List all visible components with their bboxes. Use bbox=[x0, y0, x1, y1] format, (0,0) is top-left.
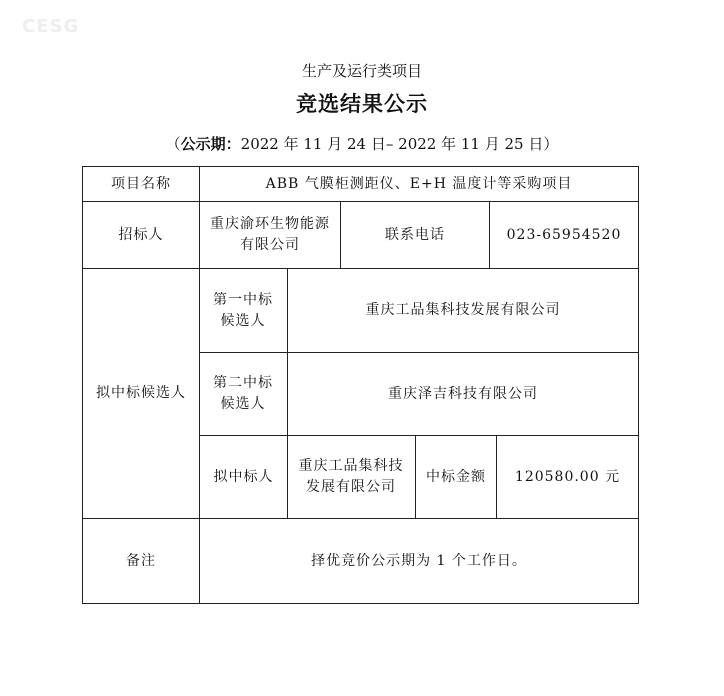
period-open-paren: （ bbox=[165, 135, 181, 153]
second-candidate-value: 重庆泽吉科技有限公司 bbox=[388, 385, 538, 402]
winner-label: 拟中标人 bbox=[213, 468, 274, 485]
remarks-label: 备注 bbox=[126, 552, 156, 569]
remarks-value: 择优竞价公示期为 1 个工作日。 bbox=[311, 552, 527, 569]
watermark-logo: CESG bbox=[22, 16, 80, 37]
document-subtitle: 生产及运行类项目 bbox=[301, 62, 422, 80]
period-end-date: 2022 年 11 月 25 日 bbox=[398, 135, 544, 153]
project-name-value: ABB 气膜柜测距仪、E+H 温度计等采购项目 bbox=[265, 175, 573, 192]
period-colon: ： bbox=[225, 135, 241, 153]
period-close-paren: ） bbox=[543, 135, 559, 153]
document-title: 竞选结果公示 bbox=[296, 91, 428, 116]
winner-value: 重庆工品集科技发展有限公司 bbox=[298, 458, 404, 495]
project-name-label: 项目名称 bbox=[111, 175, 171, 192]
first-candidate-value: 重庆工品集科技发展有限公司 bbox=[365, 302, 561, 318]
phone-value: 023-65954520 bbox=[506, 226, 622, 243]
candidates-label: 拟中标候选人 bbox=[96, 385, 186, 401]
table-border-right bbox=[638, 166, 639, 604]
period-label: 公示期 bbox=[180, 135, 226, 153]
period-separator: – bbox=[385, 135, 399, 153]
first-candidate-label: 第一中标候选人 bbox=[213, 291, 273, 329]
tenderer-value: 重庆渝环生物能源有限公司 bbox=[210, 216, 330, 253]
table-border-bottom bbox=[82, 603, 639, 604]
period-start-date: 2022 年 11 月 24 日 bbox=[240, 135, 386, 153]
second-candidate-label: 第二中标候选人 bbox=[213, 375, 273, 412]
tenderer-label: 招标人 bbox=[118, 226, 164, 243]
phone-label: 联系电话 bbox=[385, 226, 445, 243]
amount-value: 120580.00 元 bbox=[514, 468, 621, 485]
amount-label: 中标金额 bbox=[426, 468, 486, 485]
